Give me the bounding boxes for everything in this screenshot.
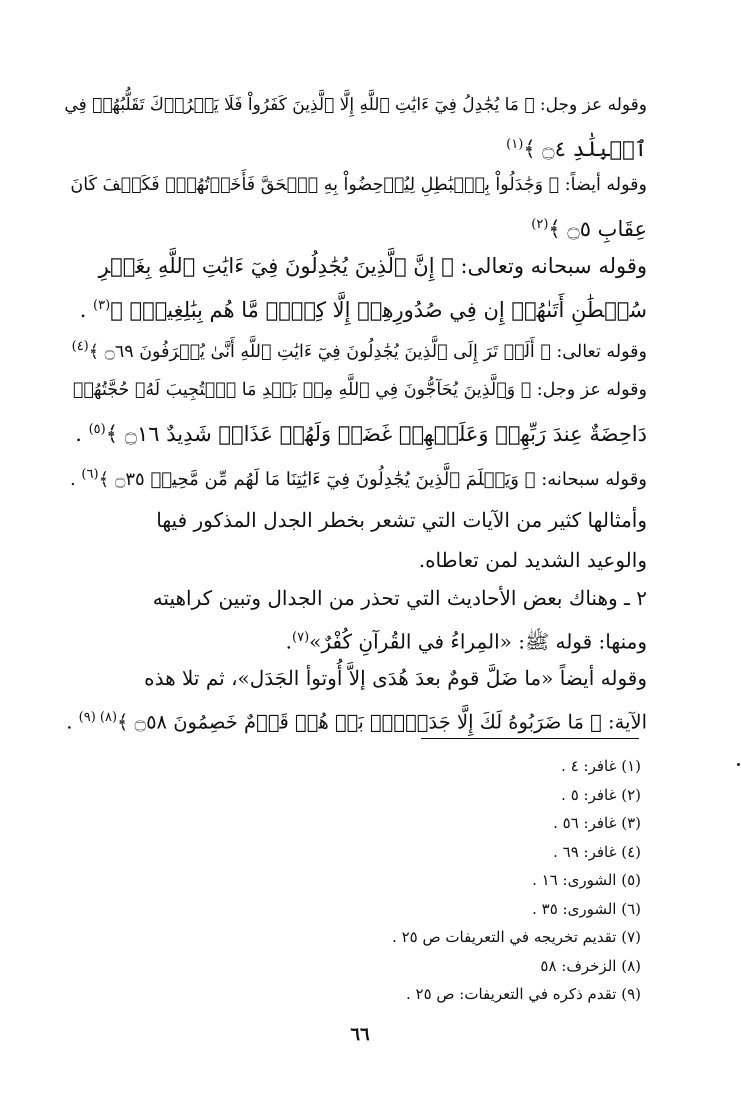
footnotes (121, 752, 641, 1009)
paragraph-4 (62, 327, 647, 367)
paragraph-2-line-2 (62, 205, 647, 245)
paragraph-9-line-2-text: الآية: ﴿ مَا ضَرَبُوهُ لَكَ إِلَّا جَدَلَۢاۚ بَلۡ هُمۡ قَوۡمٌ خَصِمُونَ ۝٥٨ ﴾ (117, 710, 647, 734)
footnote-6: (٦) الشورى: ٣٥ . (532, 899, 641, 918)
paragraph-3-tail: . (79, 298, 94, 322)
footnote-ref-4: (٤) (71, 339, 89, 354)
paragraph-6-line-1-text: وقوله سبحانه: ﴿ وَيَعۡلَمَ ٱلَّذِينَ يُجَٰدِلُونَ فِيٓ ءَايَٰتِنَا مَا لَهُم مِّن مَّحِيصٖ ۝٣٥ ﴾ (98, 469, 647, 490)
footnote-ref-6: (٦) (81, 467, 99, 482)
footnote-ref-2: (٢) (531, 217, 549, 232)
paragraph-6-tail: . (69, 469, 82, 490)
paragraph-6-line-1 (62, 455, 647, 495)
paragraph-9-line-2 (62, 698, 647, 738)
paragraph-7-line-2: والوعيد الشديد لمن تعاطاه. (418, 548, 647, 572)
paragraph-8-line-2-text: ومنها: قوله ﷺ: «المِراءُ في القُرآنِ كُفْرٌ» (309, 629, 647, 654)
paragraph-1-line-2-text: ٱلۡبِلَٰدِ ۝٤ ﴾ (523, 137, 647, 161)
margin-dot (737, 763, 740, 766)
paragraph-5 (62, 370, 647, 450)
paragraph-4-line-1-text: وقوله تعالى: ﴿ أَلَمۡ تَرَ إِلَى ٱلَّذِينَ يُجَٰدِلُونَ فِيٓ ءَايَٰتِ ٱللَّهِ أَنَّىٰ يُصۡرَفُونَ ۝٦٩ ﴾ (88, 341, 647, 362)
paragraph-5-line-2-text: دَاحِضَةٌ عِندَ رَبِّهِمۡ وَعَلَيۡهِمۡ غَضَبٞ وَلَهُمۡ عَذَابٞ شَدِيدٌ ۝١٦ ﴾ (105, 422, 647, 446)
footnote-ref-5: (٥) (88, 422, 106, 437)
paragraph-1 (62, 85, 647, 165)
paragraph-4-line-1 (62, 327, 647, 367)
paragraph-3-line-1: وقوله سبحانه وتعالى: ﴿ إِنَّ ٱلَّذِينَ يُجَٰدِلُونَ فِيٓ ءَايَٰتِ ٱللَّهِ بِغَيۡرِ (98, 254, 647, 278)
paragraph-6 (62, 455, 647, 495)
paragraph-2-line-2-text: عِقَابِ ۝٥ ﴾ (548, 217, 647, 241)
paragraph-5-tail: . (75, 422, 89, 446)
paragraph-2-line-1: وقوله أيضاً: ﴿ وَجَٰدَلُواْ بِٱلۡبَٰطِلِ لِيُدۡحِضُواْ بِهِ ٱلۡحَقَّ فَأَخَذۡتُهُمۡۖ فَكَيۡفَ كَانَ (70, 175, 647, 195)
footnote-9: (٩) تقدم ذكره في التعريفات: ص ٢٥ . (405, 985, 641, 1003)
paragraph-2 (62, 165, 647, 245)
footnote-ref-1: (١) (506, 137, 524, 152)
paragraph-5-line-2 (62, 410, 647, 450)
footnote-divider (421, 738, 639, 739)
footnote-2: (٢) غافر: ٥ . (561, 785, 641, 804)
paragraph-9-tail: . (66, 710, 79, 734)
paragraph-3 (62, 246, 647, 326)
paragraph-9 (62, 658, 647, 738)
footnote-7: (٧) تقديم تخريجه في التعريفات ص ٢٥ . (392, 928, 641, 946)
paragraph-5-line-1: وقوله عز وجل: ﴿ وَٱلَّذِينَ يُحَآجُّونَ فِي ٱللَّهِ مِنۢ بَعۡدِ مَا ٱسۡتُجِيبَ لَهُۥ حُجَّتُهُمۡ (72, 380, 647, 400)
footnote-3: (٣) غافر: ٥٦ . (553, 814, 641, 832)
paragraph-7 (62, 500, 647, 580)
paragraph-9-line-1: وقوله أيضاً «ما ضَلَّ قومٌ بعدَ هُدَى إلاَّ أُوتوأ الجَدَل»، ثم تلا هذه (144, 666, 647, 690)
paragraph-8-line-2 (62, 618, 647, 658)
paragraph-1-line-1: وقوله عز وجل: ﴿ مَا يُجَٰدِلُ فِيٓ ءَايَٰتِ ٱللَّهِ إِلَّا ٱلَّذِينَ كَفَرُواْ فَلَا يَغۡرُرۡكَ تَقَلُّبُهُمۡ فِي (64, 95, 647, 115)
footnote-ref-7: (٧) (292, 630, 310, 645)
footnote-ref-3: (٣) (93, 298, 111, 313)
footnote-ref-8-9: (٨) (٩) (78, 710, 118, 725)
paragraph-8-tail: . (285, 629, 293, 654)
footnote-5: (٥) الشورى: ١٦ . (532, 871, 641, 889)
paragraph-8 (62, 578, 647, 658)
paragraph-7-line-1: وأمثالها كثير من الآيات التي تشعر بخطر الجدل المذكور فيها (156, 508, 647, 532)
footnote-4: (٤) غافر: ٦٩ . (553, 842, 641, 861)
footnote-8: (٨) الزخرف: ٥٨ (540, 956, 641, 975)
paragraph-1-line-2 (62, 125, 647, 165)
page-number: ٦٦ (350, 1024, 370, 1045)
paragraph-3-line-2-text: سُلۡطَٰنٍ أَتَىٰهُمۡ إِن فِي صُدُورِهِمۡ إِلَّا كِبۡرٞ مَّا هُم بِبَٰلِغِيهِۚ ﴾ (110, 298, 647, 322)
footnote-1: (١) غافر: ٤ . (561, 757, 641, 775)
paragraph-8-line-1: ٢ ـ وهناك بعض الأحاديث التي تحذر من الجدال وتبين كراهيته (152, 586, 647, 610)
paragraph-3-line-2 (62, 286, 647, 326)
